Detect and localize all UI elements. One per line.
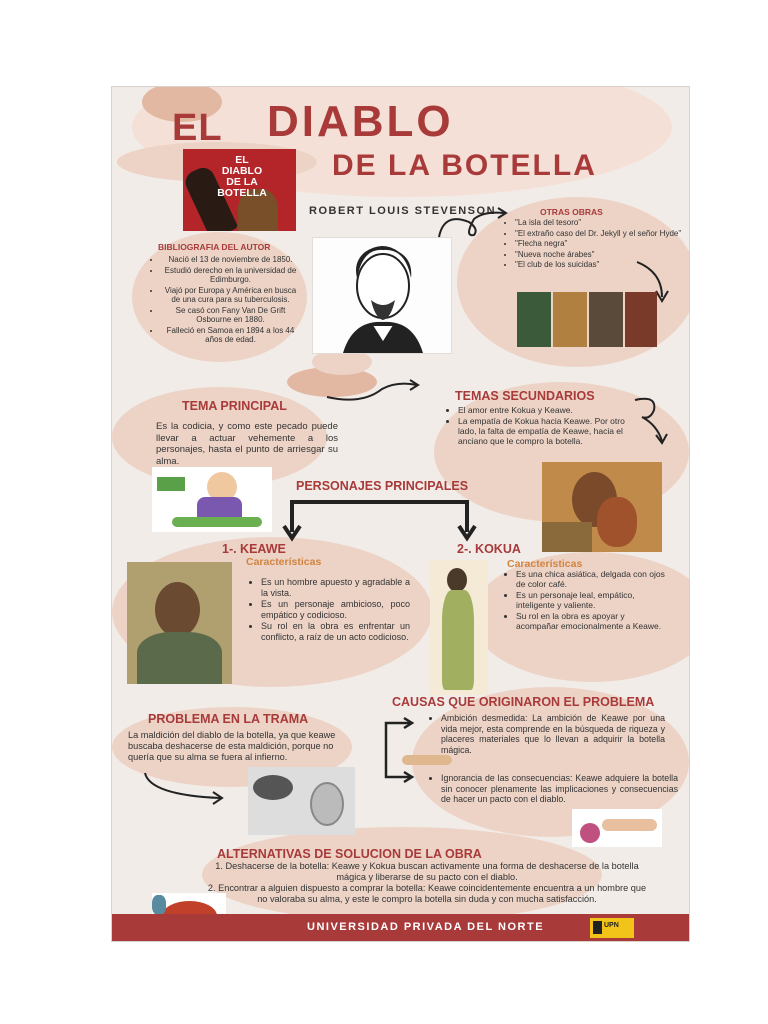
footer-university-name: UNIVERSIDAD PRIVADA DEL NORTE — [307, 921, 545, 933]
kokua-portrait-image — [430, 560, 488, 695]
keawe-item: • Es un personaje ambicioso, poco empático y codicioso. — [261, 599, 410, 620]
upn-logo-icon — [593, 921, 602, 934]
kokua-item: • Es un personaje leal, empático, inteligente y valiente. — [516, 590, 665, 610]
temas-secundarios-heading: TEMAS SECUNDARIOS — [455, 389, 595, 403]
hand-bottle-image — [397, 749, 457, 769]
footer-bar — [112, 914, 689, 941]
personajes-heading: PERSONAJES PRINCIPALES — [296, 479, 469, 493]
otras-obras-item: • "Nueva noche árabes" — [515, 250, 690, 260]
upn-logo-text: UPN — [604, 922, 619, 929]
alternativas-item: 1. Deshacerse de la botella: Keawe y Kokua buscan activamente una forma de deshacerse de la botella mágica y liberarse de su pacto con el diablo. — [215, 861, 639, 882]
otras-obras-heading: OTRAS OBRAS — [540, 207, 603, 217]
temas-secundarios-list — [447, 405, 637, 447]
tema-principal-heading: TEMA PRINCIPAL — [182, 399, 287, 413]
keawe-caracteristicas-label: Características — [246, 556, 322, 568]
book-cover-line: EL — [235, 154, 249, 166]
curved-arrow-icon — [632, 395, 672, 447]
title-botella: DE LA BOTELLA — [332, 149, 597, 182]
keawe-item: • Su rol en la obra es enfrentar un conflicto, a raíz de un acto codicioso. — [261, 621, 410, 642]
otras-obras-item: • "El club de los suicidas" — [515, 260, 690, 270]
branch-arrow-icon — [282, 492, 482, 542]
author-portrait — [312, 237, 452, 354]
curved-arrow-icon — [322, 377, 422, 407]
title-el: EL — [172, 107, 223, 149]
bibliografia-heading: BIBLIOGRAFIA DEL AUTOR — [158, 242, 271, 252]
upn-logo — [590, 918, 634, 938]
greedy-man-cartoon-image — [152, 467, 272, 532]
otras-obras-item: • "El extraño caso del Dr. Jekyll y el señor Hyde" — [515, 229, 690, 239]
bibliografia-item: • Estudió derecho en la universidad de Edimburgo. — [161, 266, 300, 285]
alternativas-heading: ALTERNATIVAS DE SOLUCION DE LA OBRA — [217, 847, 482, 861]
chemist-bottle-image — [248, 767, 355, 835]
book-covers-image — [517, 292, 657, 347]
causas-heading: CAUSAS QUE ORIGINARON EL PROBLEMA — [392, 695, 655, 709]
temas-secundarios-item: • La empatía de Kokua hacia Keawe. Por otro lado, la falta de empatía de Keawe, hacia el anciano que le compro la botella. — [458, 416, 637, 446]
bibliografia-item: • Se casó con Fany Van De Grift Osbourne en 1880. — [161, 306, 300, 325]
bibliografia-item: • Falleció en Samoa en 1894 a los 44 años de edad. — [161, 326, 300, 345]
book-cover-line: DE LA — [226, 176, 258, 188]
book-cover-image — [183, 149, 296, 231]
bibliografia-item: • Viajó por Europa y América en busca de una cura para su tuberculosis. — [161, 286, 300, 305]
problema-text: La maldición del diablo de la botella, ya que keawe buscaba deshacerse de esta maldición, porque no quería que su alma se fuera al infierno. — [128, 730, 336, 762]
causas-item-1 — [430, 713, 665, 756]
kokua-item: • Su rol en la obra es apoyar y acompañar emocionalmente a Keawe. — [516, 611, 665, 631]
book-cover-line: BOTELLA — [217, 187, 267, 199]
bibliografia-item: • Nació el 13 de noviembre de 1850. — [161, 255, 300, 265]
alternativas-item: 2. Encontrar a alguien dispuesto a comprar la botella: Keawe coincidentemente encuentra a un hombre que no valoraba su alma, y este le compro la botella sin duda y con mucha satisfacción. — [207, 883, 647, 904]
keawe-item: • Es un hombre apuesto y agradable a la vista. — [261, 577, 410, 598]
kokua-heading: 2-. KOKUA — [457, 542, 521, 556]
otras-obras-item: • "Flecha negra" — [515, 239, 690, 249]
problema-heading: PROBLEMA EN LA TRAMA — [148, 712, 309, 726]
causas-item-text: • Ignorancia de las consecuencias: Keawe adquiere la botella sin conocer plenamente las implicaciones y consecuencias de hacer un pacto con el diablo. — [441, 773, 678, 805]
title-diablo: DIABLO — [267, 97, 454, 146]
temas-secundarios-item: • El amor entre Kokua y Keawe. — [458, 405, 637, 415]
keawe-heading: 1-. KEAWE — [222, 542, 286, 556]
bibliografia-list — [150, 255, 300, 346]
book-cover-title — [213, 155, 271, 199]
keawe-list — [250, 577, 410, 643]
keawe-portrait-image — [127, 562, 232, 684]
tema-principal-text: Es la codicia, y como este pecado puede llevar a actuar vehemente a los personajes, hasta el punto de arriesgar su alma. — [156, 421, 338, 467]
poster — [111, 86, 690, 942]
kokua-list — [505, 569, 665, 632]
alternativas-list — [207, 861, 647, 905]
causas-item-text: • Ambición desmedida: La ambición de Keawe por una vida mejor, esta comprende en la búsqueda de riqueza y placeres materiales que lo llevan a adquirir la botella mágica. — [441, 713, 665, 755]
curved-arrow-icon — [434, 207, 514, 247]
kokua-caracteristicas-label: Características — [507, 558, 583, 570]
author-name: ROBERT LOUIS STEVENSON — [309, 205, 497, 217]
book-cover-line: DIABLO — [221, 165, 263, 177]
otras-obras-item: • "La isla del tesoro" — [515, 218, 690, 228]
hand-potion-image — [572, 809, 662, 847]
lovers-painting-image — [542, 462, 662, 552]
curved-arrow-icon — [140, 770, 230, 808]
causas-item-2 — [430, 773, 678, 806]
kokua-item: • Es una chica asiática, delgada con ojos de color café. — [516, 569, 665, 589]
